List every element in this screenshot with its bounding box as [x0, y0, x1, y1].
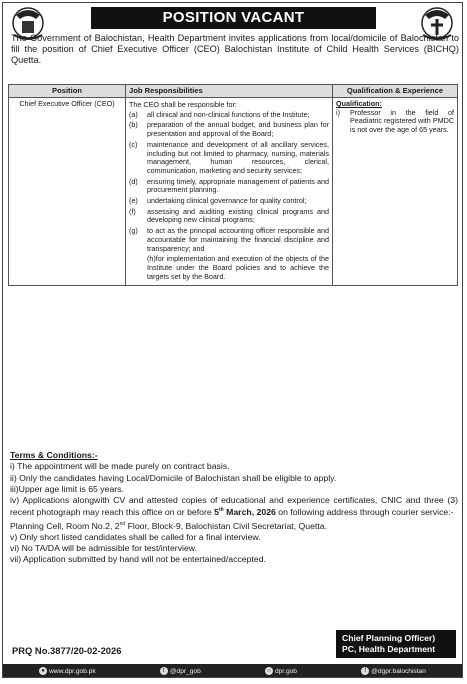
item-letter: (g) — [129, 226, 138, 236]
globe-icon: ● — [39, 667, 47, 675]
item-text: to act as the principal accounting officer responsible and accountable for maintaining the financial discipline and transparency; and — [147, 226, 329, 253]
address-part: Floor, Block-9, Balochistan Civil Secretariat, Quetta. — [125, 520, 328, 531]
footer-bar — [3, 664, 462, 677]
term-ii: ii) Only the candidates having Local/Domicile of Balochistan shall be eligible to apply. — [10, 472, 337, 483]
column-header-position: Position — [9, 85, 126, 98]
term-iii: iii)Upper age limit is 65 years. — [10, 483, 124, 494]
advertisement-page — [2, 2, 463, 678]
footer-instagram[interactable] — [265, 667, 297, 675]
signature-block — [336, 630, 456, 658]
table-row — [9, 98, 458, 286]
item-letter: (b) — [129, 120, 138, 130]
address-part: Planning Cell, Room No.2, 2 — [10, 520, 120, 531]
list-item — [129, 255, 329, 283]
instagram-icon: ○ — [265, 667, 273, 675]
footer-instagram-text: dpr.gob — [274, 667, 297, 675]
signature-line2: PC, Health Department — [342, 644, 436, 654]
position-cell: Chief Executive Officer (CEO) — [9, 98, 126, 286]
term-vii: vii) Application submitted by hand will not be entertained/accepted. — [10, 554, 266, 565]
position-table — [8, 84, 458, 286]
address — [10, 519, 458, 531]
footer-facebook-text: @dgpr.balochistan — [371, 667, 426, 675]
item-letter: (a) — [129, 109, 138, 119]
deadline-suffix: th — [218, 507, 224, 514]
footer-twitter-text: @dpr_gob — [169, 667, 201, 675]
page-title: POSITION VACANT — [91, 7, 376, 29]
deadline-date — [214, 507, 276, 517]
table-header-row — [9, 85, 458, 98]
term-i: i) The appointment will be made purely on contract basis. — [10, 461, 230, 472]
responsibilities-intro: The CEO shall be responsible for: — [129, 100, 237, 109]
terms-and-conditions — [10, 450, 458, 566]
footer-website-text: www.dpr.gob.pk — [49, 667, 96, 675]
qualification-label: Qualification: — [336, 99, 382, 108]
column-header-qualification: Qualification & Experience — [333, 85, 458, 98]
item-letter: (d) — [129, 176, 138, 186]
item-text: ensuring timely, appropriate management of patients and procurement planning. — [147, 176, 329, 195]
qualification-cell — [333, 98, 458, 286]
list-item — [129, 227, 329, 255]
deadline-month: March, 2026 — [223, 507, 276, 518]
job-responsibilities-cell — [126, 98, 333, 286]
list-item — [129, 141, 329, 178]
item-text: maintenance and development of all ancillary services, including but not limited to pharmacy, nursing, materials management, human resources, clerical, communication, marketing and security services; — [147, 139, 329, 175]
item-text: preparation of the annual budget, and business plan for presentation and approval of the Board; — [147, 120, 329, 139]
list-item — [336, 109, 454, 135]
item-letter — [129, 255, 147, 283]
list-item — [129, 178, 329, 197]
address-suffix: nd — [119, 520, 126, 527]
list-item — [129, 208, 329, 227]
term-v: v) Only short listed candidates shall be called for a final interview. — [10, 531, 261, 542]
item-letter: (f) — [129, 206, 136, 216]
item-text: (h)for implementation and execution of the objects of the Institute under the Board policies and to achieve the targets set by the Board. — [147, 254, 329, 281]
footer-facebook[interactable] — [361, 667, 426, 675]
list-item — [129, 121, 329, 140]
item-text: undertaking clinical governance for quality control; — [147, 196, 307, 206]
item-number: i) — [336, 107, 340, 117]
facebook-icon: f — [361, 667, 369, 675]
term-iv-text: iv) Applications alongwith CV and attested copies of educational and experience certificates, CNIC and three (3) recent photograph may reach this office on or before — [10, 495, 458, 518]
item-text: all clinical and non-clinical functions of the Institute; — [147, 109, 310, 119]
item-letter: (e) — [129, 196, 138, 206]
intro-paragraph: The Government of Balochistan, Health Department invites applications from local/domicile of Balochistan to fill the position of Chief Executive Officer (CEO) Balochistan Institute of Child Health Services (BICHQ) Quetta. — [11, 33, 459, 66]
term-iv — [10, 495, 458, 517]
signature-line1: Chief Planning Officer) — [342, 633, 436, 643]
item-text: assessing and auditing existing clinical programs and developing new clinical programs; — [147, 206, 329, 225]
prq-number: PRQ No.3877/20-02-2026 — [12, 645, 122, 656]
item-text: Professor in the field of Peadiatric registered with PMDC is not over the age of 65 years. — [350, 107, 454, 135]
term-vi: vi) No TA/DA will be admissible for test/interview. — [10, 543, 198, 554]
footer-twitter[interactable] — [160, 667, 201, 675]
column-header-job-responsibilities: Job Responsibilities — [126, 85, 333, 98]
terms-heading: Terms & Conditions:- — [10, 450, 98, 460]
footer-website[interactable] — [39, 667, 96, 675]
item-letter: (c) — [129, 139, 138, 149]
term-iv-tail: on following address through courier service:- — [275, 507, 454, 518]
deadline-day: 5 — [214, 507, 219, 518]
twitter-icon: t — [160, 667, 168, 675]
